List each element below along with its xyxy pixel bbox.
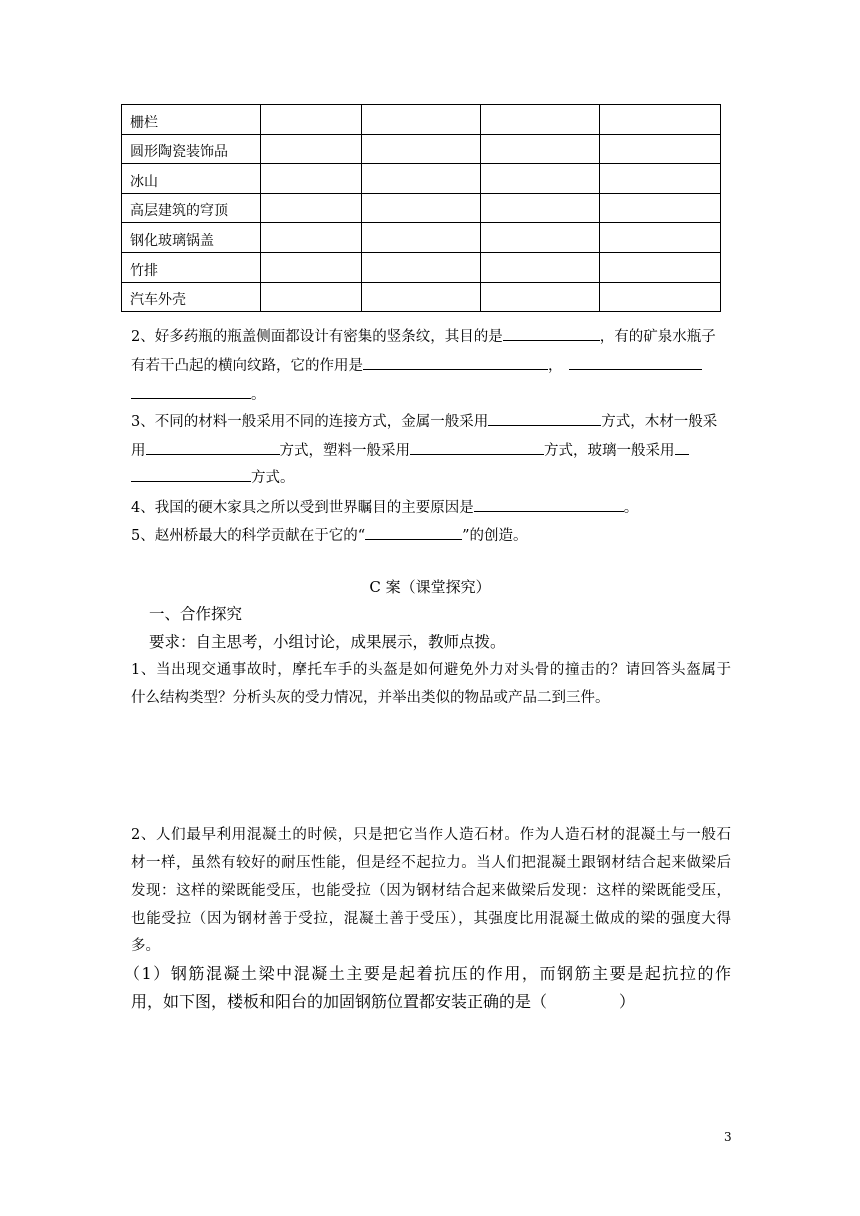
table-cell[interactable] — [261, 223, 362, 253]
table-cell[interactable] — [481, 252, 600, 282]
table-cell[interactable] — [481, 134, 600, 164]
question-3-line-3: 方式。 — [131, 467, 731, 488]
problem-2-line-4: 也能受拉（因为钢材善于受拉，混凝土善于受压），其强度比用混凝土做成的梁的强度大得 — [131, 911, 731, 927]
table-row — [122, 252, 721, 282]
answer-blank[interactable] — [569, 355, 702, 370]
row-label: 汽车外壳 — [122, 282, 261, 312]
table-cell[interactable] — [362, 282, 481, 312]
question-3-line-2: 用 方式，塑料一般采用 方式，玻璃一般采用 — [131, 440, 731, 461]
table-cell[interactable] — [600, 193, 721, 223]
question-5: 5、赵州桥最大的科学贡献在于它的“ ”的创造。 — [131, 525, 731, 546]
answer-blank[interactable] — [365, 525, 462, 540]
table-row — [122, 193, 721, 223]
table-cell[interactable] — [481, 193, 600, 223]
table-row — [122, 164, 721, 194]
table-cell[interactable] — [362, 193, 481, 223]
table-row — [122, 282, 721, 312]
answer-blank[interactable] — [488, 411, 601, 426]
problem-1-line-1: 1、当出现交通事故时，摩托车手的头盔是如何避免外力对头骨的撞击的？请回答头盔属于 — [131, 662, 731, 678]
row-label: 钢化玻璃锅盖 — [122, 223, 261, 253]
problem-2-line-2: 材一样，虽然有较好的耐压性能，但是经不起拉力。当人们把混凝土跟钢材结合起来做梁后 — [131, 855, 731, 871]
answer-blank[interactable] — [131, 467, 251, 482]
section-subtitle: 一、合作探究 — [149, 605, 243, 623]
problem-2-line-1: 2、人们最早利用混凝土的时候，只是把它当作人造石材。作为人造石材的混凝土与一般石 — [131, 827, 731, 843]
question-3-line-1: 3、不同的材料一般采用不同的连接方式，金属一般采用 方式，木材一般采 — [131, 411, 731, 432]
table-cell[interactable] — [261, 252, 362, 282]
question-4: 4、我国的硬木家具之所以受到世界瞩目的主要原因是 。 — [131, 497, 731, 518]
table-cell[interactable] — [362, 105, 481, 135]
table-cell[interactable] — [600, 282, 721, 312]
table-cell[interactable] — [481, 105, 600, 135]
table-cell[interactable] — [600, 252, 721, 282]
row-label: 冰山 — [122, 164, 261, 194]
table-row — [122, 134, 721, 164]
question-2-line-1: 2、好多药瓶的瓶盖侧面都设计有密集的竖条纹，其目的是 ，有的矿泉水瓶子 — [131, 326, 731, 347]
row-label: 栅栏 — [122, 105, 261, 135]
problem-3-line-1: （1）钢筋混凝土梁中混凝土主要是起着抗压的作用，而钢筋主要是起抗拉的作 — [124, 964, 731, 983]
answer-blank[interactable] — [363, 355, 548, 370]
table-cell[interactable] — [261, 282, 362, 312]
answer-blank[interactable] — [474, 497, 624, 512]
table-cell[interactable] — [362, 252, 481, 282]
row-label: 高层建筑的穹顶 — [122, 193, 261, 223]
table-row — [122, 105, 721, 135]
answer-blank[interactable] — [410, 440, 544, 455]
answer-blank[interactable] — [146, 440, 280, 455]
problem-2-line-5: 多。 — [131, 938, 160, 954]
row-label: 圆形陶瓷装饰品 — [122, 134, 261, 164]
table-cell[interactable] — [362, 164, 481, 194]
table-cell[interactable] — [261, 134, 362, 164]
answer-blank[interactable] — [503, 326, 600, 341]
table-cell[interactable] — [481, 164, 600, 194]
table-cell[interactable] — [600, 134, 721, 164]
table-cell[interactable] — [481, 282, 600, 312]
table-cell[interactable] — [600, 223, 721, 253]
question-2-line-3: 。 — [131, 384, 731, 405]
table-cell[interactable] — [261, 105, 362, 135]
question-2-line-2: 有若干凸起的横向纹路，它的作用是 ， — [131, 355, 731, 376]
table-cell[interactable] — [362, 134, 481, 164]
table-cell[interactable] — [600, 164, 721, 194]
table-cell[interactable] — [362, 223, 481, 253]
table-cell[interactable] — [600, 105, 721, 135]
page-number: 3 — [724, 1130, 732, 1144]
section-title: C 案（课堂探究） — [369, 578, 491, 596]
table-row — [122, 223, 721, 253]
section-requirements: 要求：自主思考，小组讨论，成果展示，教师点拨。 — [149, 633, 506, 651]
problem-2-line-3: 发现：这样的梁既能受压，也能受拉（因为钢材结合起来做梁后发现：这样的梁既能受压， — [131, 883, 731, 899]
answer-blank[interactable] — [131, 384, 251, 399]
problem-1-line-2: 什么结构类型？分析头灰的受力情况，并举出类似的物品或产品二到三件。 — [131, 690, 610, 706]
table-cell[interactable] — [261, 193, 362, 223]
answer-blank[interactable] — [675, 440, 689, 455]
materials-table — [121, 104, 721, 312]
row-label: 竹排 — [122, 252, 261, 282]
problem-3-line-2: 用，如下图，楼板和阳台的加固钢筋位置都安装正确的是（ ） — [131, 992, 636, 1011]
table-cell[interactable] — [481, 223, 600, 253]
table-cell[interactable] — [261, 164, 362, 194]
